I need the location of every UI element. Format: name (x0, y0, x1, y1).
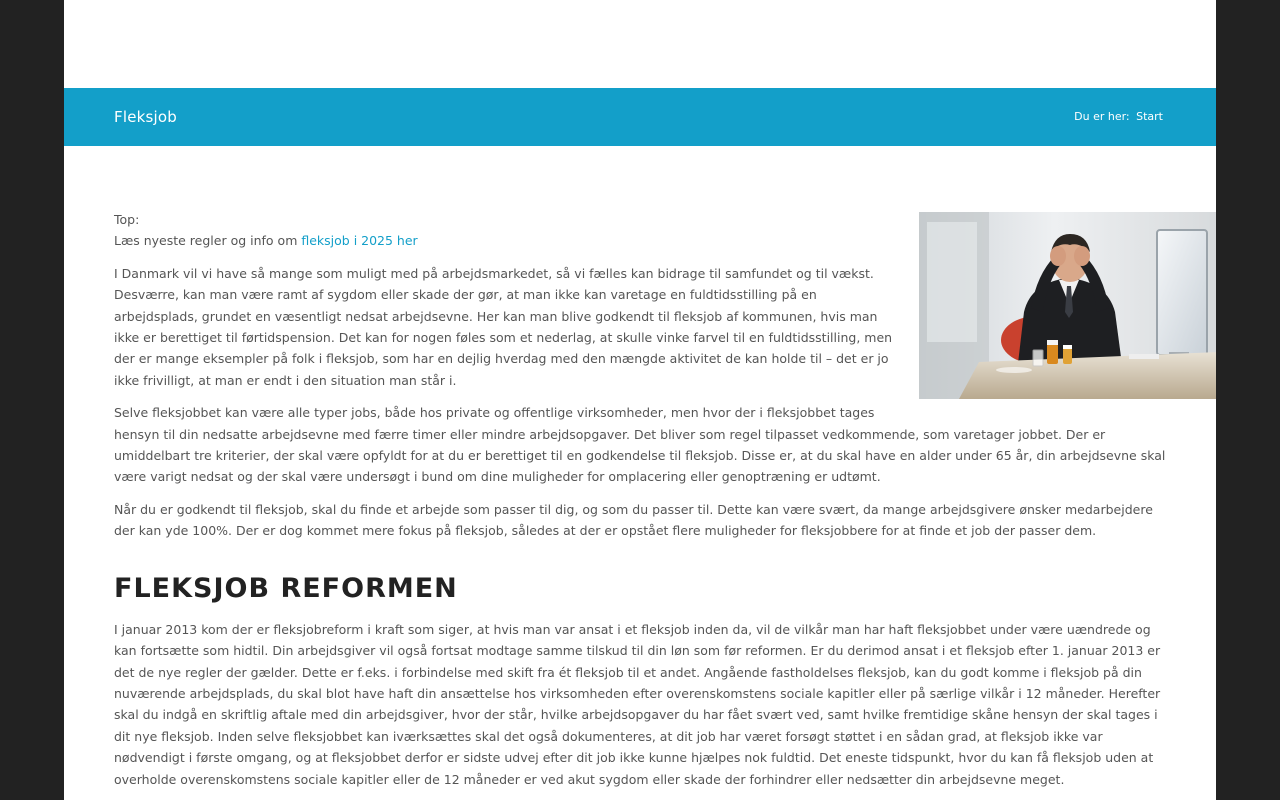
section-paragraph: I januar 2013 kom der er fleksjobreform i kraft som siger, at hvis man var ansat i et fleksjob inden da, vil de vilkår man har haft fleksjobbet under være uændrede og kan fortsætte som hidtil. Din arbejdsgiver vil også fortsat modtage samme tilskud til din løn som før reformen. Er du derimod ansat i et fleksjob efter 1. januar 2013 er det de nye regler der gælder. Dette er f.eks. i forbindelse med skift fra ét fleksjob til et andet. Angående fastholdelses fleksjob, kan du godt komme i fleksjob på din nuværende arbejdsplads, du skal blot have haft din ansættelse hos virksomheden efter overenskomstens sociale kapitler eller på særlige vilkår i 12 måneder. Herefter skal du indgå en skriftlig aftale med din arbejdsgiver, hvor der står, hvilke arbejdsopgaver du har fået svært ved, samt hvilke fremtidige skåne hensyn der skal tages i dit nye fleksjob. Inden selve fleksjobbet kan iværksættes skal det også dokumenteres, at dit job har været forsøgt støttet i en sådan grad, at fleksjob ikke var nødvendigt i første omgang, og at fleksjobbet derfor er sidste udvej efter dit job ikke kunne hjælpes nok fuldtid. Det eneste tidspunkt, hvor du kan få fleksjob uden at overholde overenskomstens sociale kapitler eller de 12 måneder er ved akut sygdom eller skade der forhindrer eller nedsætter din arbejdsevne meget. (114, 621, 1161, 787)
breadcrumb (1074, 110, 1163, 124)
article-paragraph-3: Når du er godkendt til fleksjob, skal du finde et arbejde som passer til dig, og som du passer til. Dette kan være svært, da mange arbejdsgivere ønsker medarbejdere der kan yde 100%. Der er dog kommet mere fokus på fleksjob, således at der er opstået flere muligheder for fleksjobbere for at finde et job der passer dem. (114, 501, 1153, 539)
article-paragraph-2: Selve fleksjobbet kan være alle typer jobs, både hos private og offentlige virksomheder, men hvor der i fleksjobbet tages hensyn til din nedsatte arbejdsevne med færre timer eller mindre arbejdsopgaver. Det bliver som regel tilpasset vedkommende, som varetager jobbet. Der er umiddelbart tre kriterier, der skal være opfyldt for at du er berettiget til en godkendelse til fleksjob. Disse er, at du skal have en alder under 65 år, din arbejdsevne skal være varigt nedsat og der skal være undersøgt i bund om dine muligheder for omplacering eller genoptræning er udtømt. (114, 405, 1166, 485)
breadcrumb-prefix: Du er her: (1074, 110, 1130, 123)
page-container (64, 0, 1216, 800)
site-header (64, 0, 1216, 88)
article-content (114, 209, 1169, 800)
fleksjob-2025-link[interactable]: fleksjob i 2025 her (301, 233, 418, 249)
stressed-man-at-desk-photo (919, 212, 1216, 399)
intro-text: Læs nyeste regler og info om (114, 233, 302, 249)
section-heading-fleksjob-reformen: FLEKSJOB REFORMEN (114, 572, 458, 604)
title-bar (64, 88, 1216, 146)
intro-label: Top: (114, 212, 140, 227)
page-title: Fleksjob (114, 108, 177, 126)
breadcrumb-link-start[interactable]: Start (1136, 110, 1163, 123)
article-paragraph-1: I Danmark vil vi have så mange som muligt med på arbejdsmarkedet, så vi fælles kan bidrage til samfundet og til vækst. Desværre, kan man være ramt af sygdom eller skade der gør, at man ikke kan varetage en fuldtidsstilling på en arbejdsplads, grundet en væsentligt nedsat arbejdsevne. Her kan man blive godkendt til fleksjob af kommunen, hvis man ikke er berettiget til førtidspension. Det kan for nogen føles som et nederlag, at skulle vinke farvel til en fuldtidsstilling, men der er mange eksempler på folk i fleksjob, som har en dejlig hverdag med den mængde aktivitet de kan holde til – det er jo ikke frivilligt, at man er endt i den situation man står i. (114, 265, 893, 388)
photo-illustration (919, 212, 1216, 399)
